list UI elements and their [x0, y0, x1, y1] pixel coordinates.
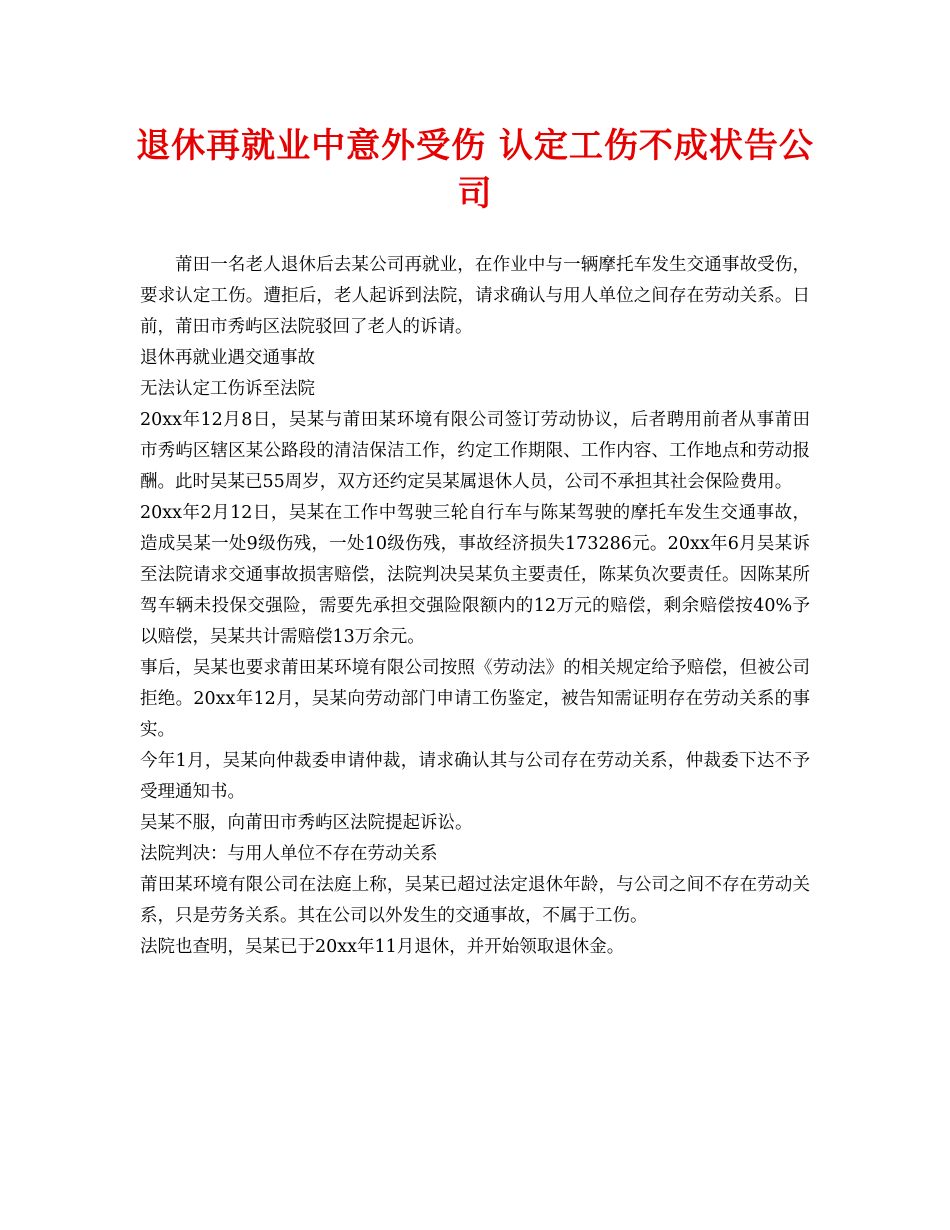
paragraph: 20xx年12月8日，吴某与莆田某环境有限公司签订劳动协议，后者聘用前者从事莆田市秀屿区辖区某公路段的清洁保洁工作，约定工作期限、工作内容、工作地点和劳动报酬。此时吴某已55周岁，双方还约定吴某属退休人员，公司不承担其社会保险费用。: [140, 410, 810, 492]
document-title: 退休再就业中意外受伤 认定工伤不成状告公司: [136, 126, 814, 214]
paragraph: 事后，吴某也要求莆田某环境有限公司按照《劳动法》的相关规定给予赔偿，但被公司拒绝。20xx年12月，吴某向劳动部门申请工伤鉴定，被告知需证明存在劳动关系的事实。: [140, 658, 810, 740]
paragraph: 吴某不服，向莆田市秀屿区法院提起诉讼。: [140, 813, 473, 833]
subheading-1: 退休再就业遇交通事故: [140, 348, 315, 368]
paragraph: 20xx年2月12日，吴某在工作中驾驶三轮自行车与陈某驾驶的摩托车发生交通事故，造成吴某一处9级伤残，一处10级伤残，事故经济损失173286元。20xx年6月吴某诉至法院请求交通事故损害赔偿，法院判决吴某负主要责任，陈某负次要责任。因陈某所驾车辆未投保交强险，需要先承担交强险限额内的12万元的赔偿，剩余赔偿按40%予以赔偿，吴某共计需赔偿13万余元。: [140, 503, 810, 647]
paragraph: 法院也查明，吴某已于20xx年11月退休，并开始领取退休金。: [140, 937, 625, 957]
subheading-3: 法院判决：与用人单位不存在劳动关系: [140, 844, 438, 864]
paragraph-intro: 莆田一名老人退休后去某公司再就业，在作业中与一辆摩托车发生交通事故受伤，要求认定工伤。遭拒后，老人起诉到法院，请求确认与用人单位之间存在劳动关系。日前，莆田市秀屿区法院驳回了老人的诉请。: [140, 255, 810, 337]
subheading-2: 无法认定工伤诉至法院: [140, 379, 315, 399]
document-body: [140, 250, 810, 963]
paragraph: 今年1月，吴某向仲裁委申请仲裁，请求确认其与公司存在劳动关系，仲裁委下达不予受理通知书。: [140, 751, 810, 802]
paragraph: 莆田某环境有限公司在法庭上称，吴某已超过法定退休年龄，与公司之间不存在劳动关系，只是劳务关系。其在公司以外发生的交通事故，不属于工伤。: [140, 875, 810, 926]
